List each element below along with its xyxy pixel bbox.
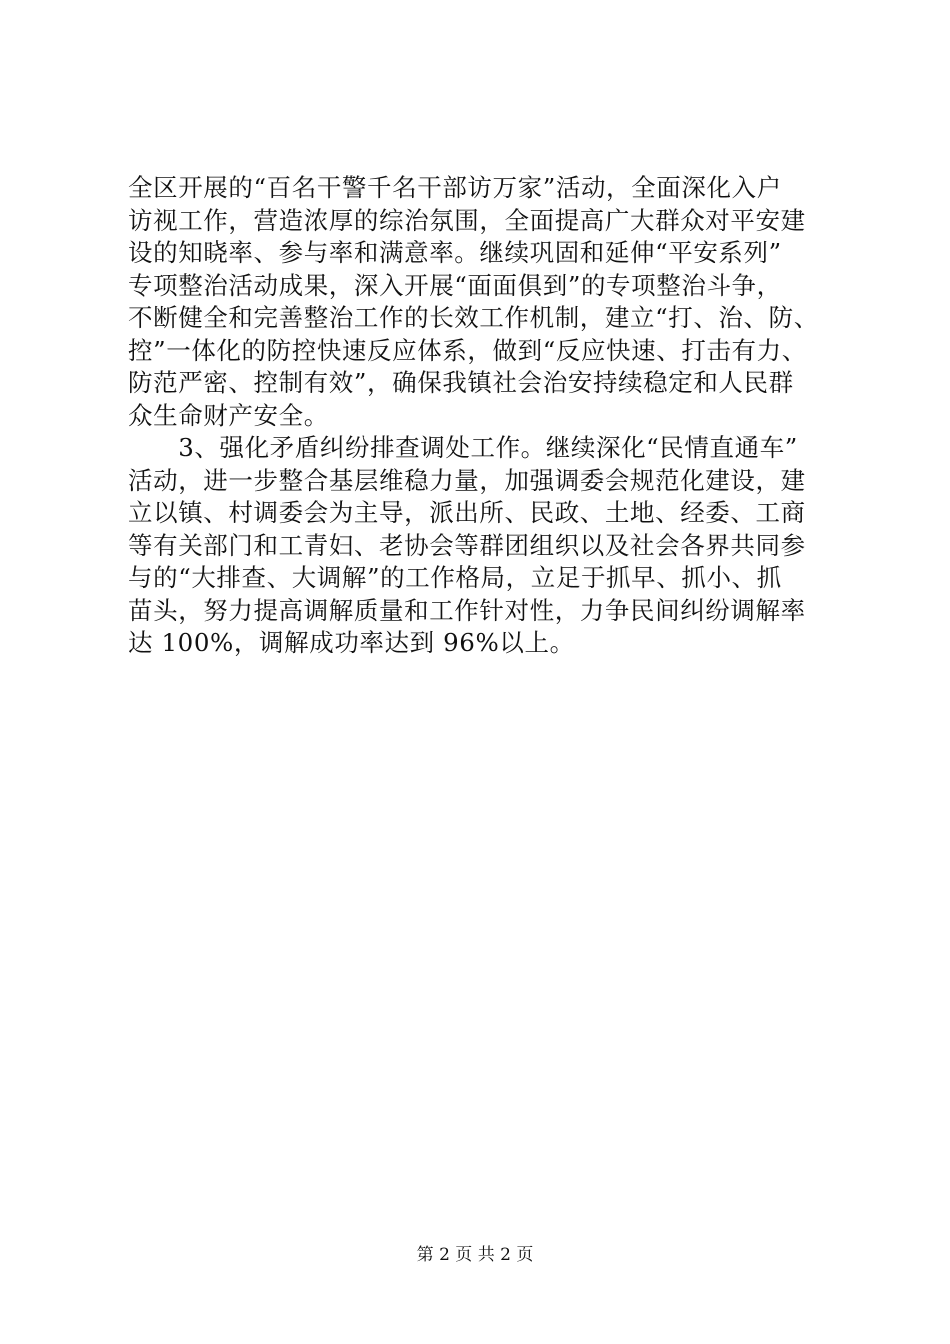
- text-line: 立以镇、村调委会为主导，派出所、民政、土地、经委、工商: [128, 498, 806, 527]
- text-line: 达 100%，调解成功率达到 96%以上。: [128, 628, 575, 657]
- text-line: 众生命财产安全。: [128, 400, 329, 430]
- text-line: 访视工作，营造浓厚的综治氛围，全面提高广大群众对平安建: [128, 205, 806, 235]
- text-line: 防范严密、控制有效”，确保我镇社会治安持续稳定和人民群: [128, 368, 794, 397]
- text-line: 等有关部门和工青妇、老协会等群团组织以及社会各界共同参: [128, 530, 806, 560]
- text-line: 专项整治活动成果，深入开展“面面俱到”的专项整治斗争，: [128, 270, 782, 300]
- text-line: 活动，进一步整合基层维稳力量，加强调委会规范化建设，建: [128, 465, 806, 495]
- page-footer: [0, 1243, 950, 1267]
- text-line: 控”一体化的防控快速反应体系，做到“反应快速、打击有力、: [128, 335, 807, 365]
- text-line: 全区开展的“百名干警千名干部访万家”活动，全面深化入户: [128, 173, 782, 202]
- text-line: 苗头，努力提高调解质量和工作针对性，力争民间纠纷调解率: [128, 595, 806, 625]
- page-number-label: 第 2 页 共 2 页: [416, 1245, 534, 1265]
- text-line: 3、强化矛盾纠纷排查调处工作。继续深化“民情直通车”: [128, 433, 798, 462]
- text-line: 设的知晓率、参与率和满意率。继续巩固和延伸“平安系列”: [128, 238, 782, 267]
- document-body: [128, 172, 858, 660]
- text-line: 不断健全和完善整治工作的长效工作机制，建立“打、治、防、: [128, 303, 819, 332]
- text-line: 与的“大排查、大调解”的工作格局，立足于抓早、抓小、抓: [128, 563, 782, 592]
